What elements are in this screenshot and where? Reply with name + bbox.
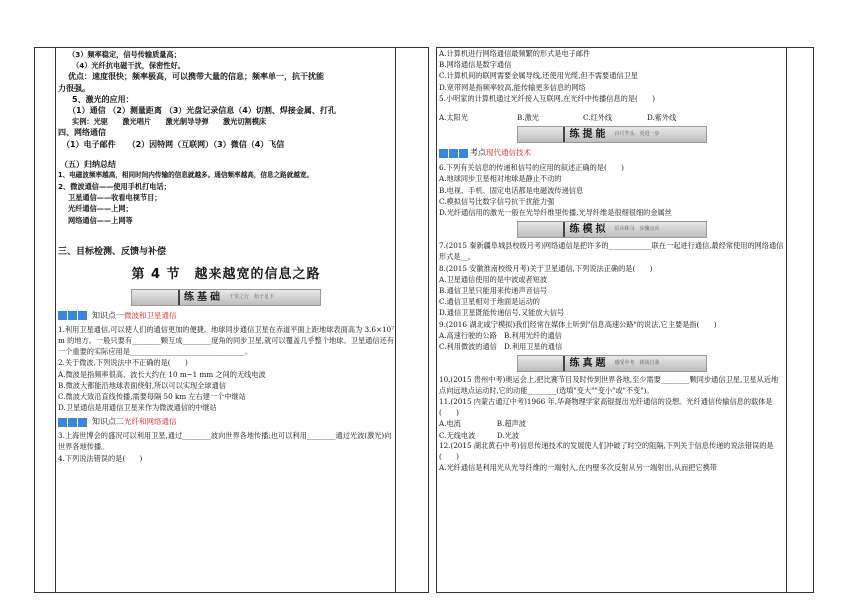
kp-topic: 现代通信技术 [486, 148, 531, 158]
q8-option-d: D.通信卫星既能传递信号,又能放大信号 [439, 308, 565, 318]
q6-option-b: B.电视、手机、固定电话都是电磁波传递信息 [439, 185, 584, 195]
banner-title: 练提能 [563, 127, 608, 143]
kp-label: 知识点二 [92, 417, 124, 427]
right-notes-column [786, 47, 814, 593]
banner-subtitle: 厉兵秣马 步骤点兵 [614, 225, 660, 232]
question-8: 8.(2015 安徽淮南校级月考)关于卫星通信,下列说法正确的是( ) [439, 263, 653, 273]
right-page [439, 48, 784, 592]
q6-option-d: D.光纤通信用的激光一般在光导纤维里传播,光导纤维是很细很细的金属丝 [439, 207, 672, 217]
banner-subtitle: 千里之行 始于足下 [228, 293, 274, 300]
q4-option-a: A.计算机进行网络通信最频繁的形式是电子邮件 [439, 49, 591, 58]
banner-title: 练模拟 [563, 222, 608, 238]
network-items: （1）电子邮件 （2）因特网（互联网）（3）微信（4）飞信 [62, 139, 285, 149]
summary-title: （五）归纳总结 [60, 159, 116, 169]
kp-topic: 光纤和网络通信 [124, 417, 177, 427]
q9-options-cd: C.利用微波的通信 D.利用卫星的通信 [439, 341, 563, 351]
question-6: 6.下列有关信息的传递和信号的应用的叙述正确的是( ) [439, 163, 624, 173]
question-5: 5.小明家的计算机通过光纤接入互联网,在光纤中传播信息的是( ) [439, 93, 656, 103]
practice-banner-basic [131, 289, 321, 306]
banner-subtitle: 百尺竿头 更进一步 [614, 130, 660, 137]
question-11: 11.(2015 内蒙古通辽中考)1966 年,华裔物理学家高锟提出光纤通信的设想。光纤通信传输信息的载体是( ) [439, 396, 773, 417]
practice-banner-mock [517, 221, 707, 238]
left-notes-column [395, 47, 429, 593]
question-2: 2.关于微波,下列说法中不正确的是( ) [58, 358, 188, 368]
q5-option-a: A.太阳光 [439, 112, 469, 122]
advantages-line: 优点：速度很快；频率极高，可以携带大量的信息；频率单一，抗干扰能 [68, 72, 324, 82]
practice-banner-real [517, 355, 707, 372]
question-7: 7.(2015 秦新疆阜城县校级月考)网络通信是把许多的____________联在一起进行通信,最经常使用的网络通信形式是__。 [439, 241, 784, 261]
question-12: 12.(2015 湖北黄石中考)信息传递技术的发展使人们冲破了时空的阻隔,下列关于信息传递的说法错误的是( ) [439, 440, 774, 461]
banner-title: 练基础 [178, 290, 223, 306]
q2-option-d: D.卫星通信是用通信卫星来作为微波通信的中继站 [58, 403, 217, 413]
laser-examples: 实例：光驱 激光唱片 激光制导导弹 激光切割模床 [72, 117, 267, 127]
q5-options [439, 112, 784, 123]
q8-option-c: C.通信卫星相对于地面是运动的 [439, 297, 540, 307]
banner-title: 练真题 [563, 356, 608, 372]
laser-uses: （1）通信 （2）测量距离 （3）光盘记录信息（4）切割、焊接金属、打孔 [68, 105, 336, 115]
question-3: 3.上海世博会的盛况可以利用卫星,通过________波向世界各地传播;也可以利用________通过光波(激光)向世界各地传播。 [58, 431, 392, 452]
question-1: 1.利用卫星通信,可以使人们的通信更加的便捷。地球同步通信卫星在赤道平面上距地球表面高为 3.6×10⁷ m 的地方。一般只要有________颗互成________度角的同步卫星,就可以覆盖几乎整个地球。卫星通信还有一个重要的实际应用是________________________________。 [58, 324, 394, 356]
knowledge-point-2 [58, 415, 394, 429]
left-margin-column [34, 47, 56, 593]
q12-option-a: A.光纤通信是利用光从光导纤维的一端射入,在内壁多次反射从另一端射出,从而把它携带 [439, 463, 717, 473]
q2-option-c: C.微波大致沿直线传播,需要每隔 50 km 左右建一个中继站 [58, 391, 246, 401]
advantages-line: 力很强。 [58, 83, 90, 93]
q11-options-ab: A.电流 B.超声波 [439, 419, 526, 429]
q4-option-d: D.宽带网是指频率较高,能传输更多信息的网络 [439, 82, 586, 92]
question-9: 9.(2016 湖北咸宁模拟)我们经常在媒体上听到"信息高速公路"的说法,它主要是指( ) [439, 319, 717, 329]
q5-option-d: D.紫外线 [647, 112, 677, 122]
practice-banner-advance [517, 126, 707, 143]
q4-option-c: C.计算机间的联网需要金属导线,还使用光缆,但不需要通信卫星 [439, 71, 638, 81]
q6-option-c: C.模拟信号比数字信号抗干扰能力强 [439, 196, 555, 206]
summary-line: 网络通信——上网等 [68, 215, 133, 225]
knowledge-point-1 [58, 309, 394, 323]
q8-option-a: A.卫星通信使用的是中波或者短波 [439, 274, 548, 284]
left-page [58, 49, 394, 591]
q2-option-a: A.微波是指频率很高、波长大约在 10 m~1 mm 之间的无线电波 [58, 369, 266, 379]
banner-subtitle: 感受中考 挑战自我 [614, 359, 660, 366]
question-10: 10.(2015 贵州中考)奥运会上,把比赛节目及时传到世界各地,至少需要________颗同步通信卫星,卫星从近地点向远地点运动时,它的动能________(选填"变大""变小"或"不变")。 [439, 375, 779, 395]
chapter-title: 第 4 节 越来越宽的信息之路 [131, 266, 321, 282]
section-heading: 三、目标检测、反馈与补偿 [58, 246, 167, 257]
property-line: （3）频率稳定，信号传输质量高； [68, 50, 181, 59]
q2-option-b: B.微波大都能沿地球表面绕射,所以可以实现全球通信 [58, 380, 226, 390]
exam-point [439, 146, 784, 160]
q8-option-b: B.通信卫星只能用来传递声音信号 [439, 286, 548, 296]
laser-heading: 5、激光的应用： [72, 94, 134, 104]
kp-label: 考点 [470, 147, 486, 157]
q5-option-b: B.激光 [517, 112, 539, 122]
q4-option-b: B.网络通信是数字通信 [439, 60, 512, 70]
summary-line: 卫星通信——收看电视节目； [68, 193, 162, 203]
network-heading: 四、网络通信 [58, 128, 106, 138]
q5-option-c: C.红外线 [583, 112, 613, 122]
property-line: （4）光纤抗电磁干扰，保密性好。 [72, 61, 185, 71]
kp-label: 知识点一 [92, 310, 124, 320]
kp-topic: 微波和卫星通信 [124, 311, 177, 321]
summary-line: 光纤通信——上网； [68, 204, 133, 214]
q6-option-a: A.地球同步卫星相对地球是静止不动的 [439, 174, 562, 184]
question-4: 4.下列说法错误的是( ) [58, 453, 143, 463]
summary-line: 1、电磁波频率越高，相同时间内传输的信息就越多。通信频率越高，信息之路就越宽。 [58, 170, 314, 179]
q9-options-ab: A.高速行驶的公路 B.利用光纤的通信 [439, 330, 562, 340]
summary-line: 2、微波通信——使用手机打电话； [58, 182, 171, 192]
q11-options-cd: C.无线电波 D.光波 [439, 430, 520, 440]
